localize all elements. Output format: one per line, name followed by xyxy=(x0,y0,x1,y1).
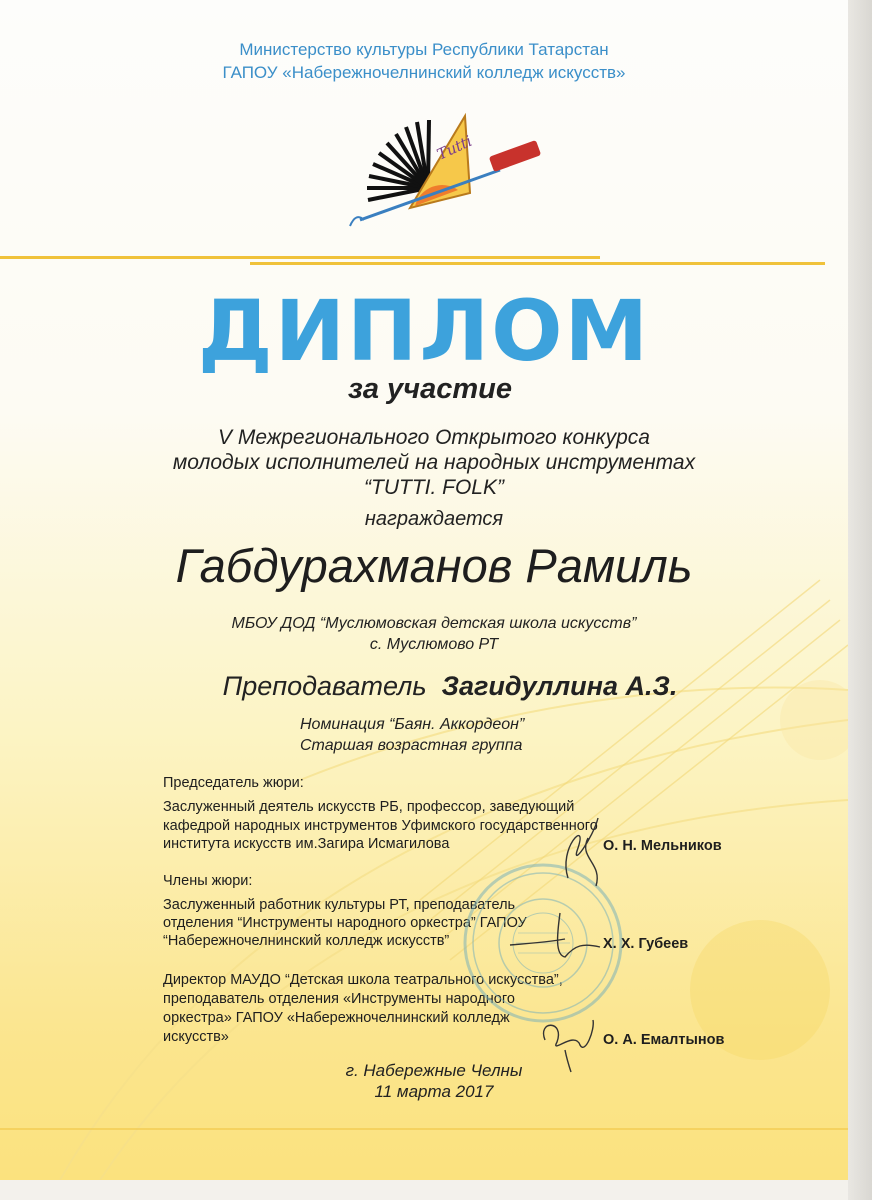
date-line: 11 марта 2017 xyxy=(374,1082,494,1101)
jury-chair-title-3: института искусств им.Загира Исмагилова xyxy=(163,836,450,852)
jury-chair-label: Председатель жюри: xyxy=(163,775,304,791)
jury-member2-title-4: искусств» xyxy=(163,1029,229,1045)
school-line-2: с. Муслюмово РТ xyxy=(369,636,499,653)
nomination-line: Номинация “Баян. Аккордеон” xyxy=(300,716,525,733)
city-line: г. Набережные Челны xyxy=(345,1061,523,1080)
jury-member1-title-3: “Набережночелнинский колледж искусств” xyxy=(163,933,450,949)
jury-chair-title-2: кафедрой народных инструментов Уфимского государственного xyxy=(163,818,598,834)
jury-chair-title-1: Заслуженный деятель искусств РБ, профессор, заведующий xyxy=(163,799,575,815)
scan-edge xyxy=(848,0,872,1200)
contest-line-1: V Межрегионального Открытого конкурса xyxy=(218,426,650,449)
jury-member1-title-1: Заслуженный работник культуры РТ, преподаватель xyxy=(163,897,516,913)
divider-right xyxy=(250,262,825,265)
divider-left xyxy=(0,256,600,259)
recipient-name: Габдурахманов Рамиль xyxy=(175,539,693,592)
jury-member1-name: Х. Х. Губеев xyxy=(603,936,689,952)
bottom-rule xyxy=(0,1128,848,1130)
teacher-label: Преподаватель xyxy=(222,671,427,701)
jury-members-label: Члены жюри: xyxy=(163,873,253,889)
jury-member2-title-2: преподаватель отделения «Инструменты народного xyxy=(163,991,515,1007)
contest-line-2: молодых исполнителей на народных инструментах xyxy=(172,451,696,474)
awarded-label: награждается xyxy=(364,508,504,530)
diploma-title: ДИПЛОМ xyxy=(197,282,651,380)
contest-line-3: “TUTTI. FOLK” xyxy=(364,476,504,499)
jury-member2-title-3: оркестра» ГАПОУ «Набережночелнинский колледж xyxy=(163,1010,510,1026)
age-group-line: Старшая возрастная группа xyxy=(300,737,523,754)
ministry-line: Министерство культуры Республики Татарстан xyxy=(239,40,609,59)
teacher-row xyxy=(0,671,848,702)
teacher-name: Загидуллина А.З. xyxy=(441,671,678,701)
jury-chair-name: О. Н. Мельников xyxy=(603,838,722,854)
college-line: ГАПОУ «Набережночелнинский колледж искусств» xyxy=(222,63,626,82)
jury-member2-name: О. А. Емалтынов xyxy=(603,1032,725,1048)
signature-member1 xyxy=(505,905,605,965)
logo-text: Tutti xyxy=(434,131,475,164)
school-line-1: МБОУ ДОД “Муслюмовская детская школа искусств” xyxy=(231,615,637,632)
jury-member1-title-2: отделения “Инструменты народного оркестра” ГАПОУ xyxy=(163,915,527,931)
diploma-subtitle: за участие xyxy=(348,373,512,405)
signature-chair xyxy=(548,808,618,888)
jury-member2-title-1: Директор МАУДО “Детская школа театрального искусства”, xyxy=(163,972,563,988)
tutti-logo xyxy=(340,108,550,238)
